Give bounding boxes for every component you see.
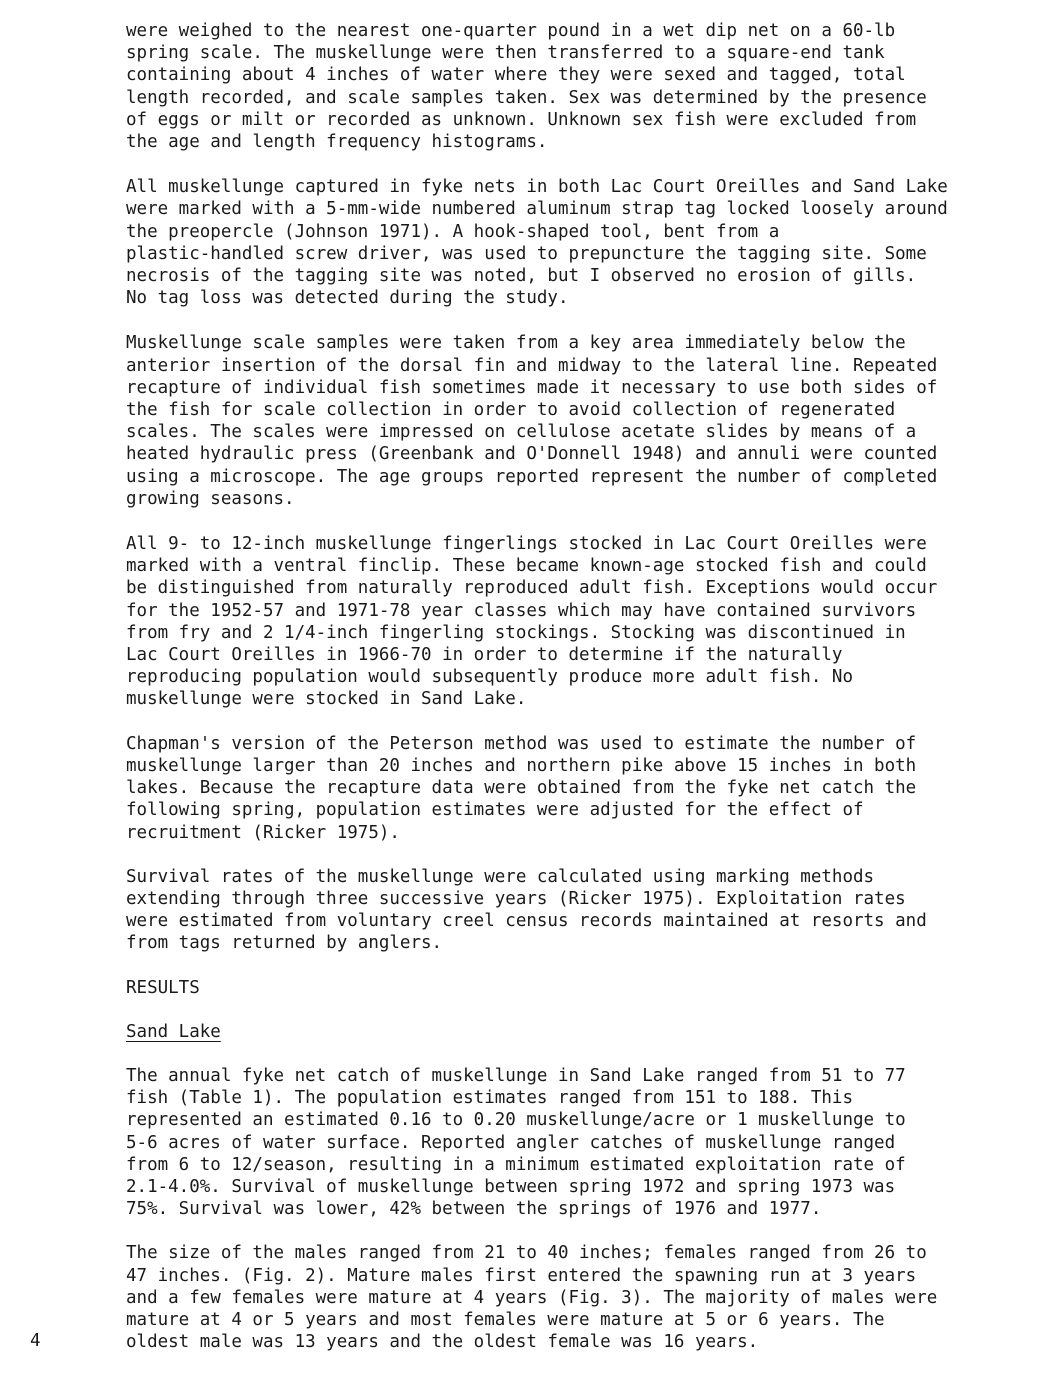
document-body: [126, 20, 1006, 1353]
paragraph-tagging-methods: All muskellunge captured in fyke nets in both Lac Court Oreilles and Sand Lake were marked with a 5-mm-wide numbered aluminum strap tag locked loosely around the preopercle (Johnson 1971). A hook-shaped tool, bent from a plastic-handled screw driver, was used to prepuncture the tagging site. Some necrosis of the tagging site was noted, but I observed no erosion of gills. No tag loss was detected during the study.: [126, 177, 948, 309]
paragraph-sand-lake-size: The size of the males ranged from 21 to 40 inches; females ranged from 26 to 47 inches. (Fig. 2). Mature males first entered the spawning run at 3 years and a few females were mature at 4 years (Fig. 3). The majority of males were mature at 4 or 5 years and most females were mature at 5 or 6 years. The oldest male was 13 years and the oldest female was 16 years.: [126, 1243, 938, 1353]
subsection-heading-sand-lake: Sand Lake: [126, 1021, 221, 1042]
page-number: 4: [30, 1331, 41, 1351]
paragraph-sand-lake-catch: The annual fyke net catch of muskellunge in Sand Lake ranged from 51 to 77 fish (Table 1). The population estimates ranged from 151 to 188. This represented an estimated 0.16 to 0.20 muskellunge/acre or 1 muskellunge to 5-6 acres of water surface. Reported angler catches of muskellunge ranged from 6 to 12/season, resulting in a minimum estimated exploitation rate of 2.1-4.0%. Survival of muskellunge between spring 1972 and spring 1973 was 75%. Survival was lower, 42% between the springs of 1976 and 1977.: [126, 1065, 906, 1220]
section-heading-results: RESULTS: [126, 977, 200, 998]
paragraph-fingerling-stocking: All 9- to 12-inch muskellunge fingerlings stocked in Lac Court Oreilles were marked with a ventral finclip. These became known-age stocked fish and could be distinguished from naturally reproduced adult fish. Exceptions would occur for the 1952-57 and 1971-78 year classes which may have contained survivors from fry and 2 1/4-inch fingerling stockings. Stocking was discontinued in Lac Court Oreilles in 1966-70 in order to determine if the naturally reproducing population would subsequently produce more adult fish. No muskellunge were stocked in Sand Lake.: [126, 534, 938, 710]
paragraph-population-estimates: Chapman's version of the Peterson method was used to estimate the number of muskellunge larger than 20 inches and northern pike above 15 inches in both lakes. Because the recapture data were obtained from the fyke net catch the following spring, population estimates were adjusted for the effect of recruitment (Ricker 1975).: [126, 733, 917, 843]
paragraph-scale-samples: Muskellunge scale samples were taken from a key area immediately below the anterior insertion of the dorsal fin and midway to the lateral line. Repeated recapture of individual fish sometimes made it necessary to use both sides of the fish for scale collection in order to avoid collection of regenerated scales. The scales were impressed on cellulose acetate slides by means of a heated hydraulic press (Greenbank and O'Donnell 1948) and annuli were counted using a microscope. The age groups reported represent the number of completed growing seasons.: [126, 333, 938, 509]
paragraph-survival-rates: Survival rates of the muskellunge were calculated using marking methods extending through three successive years (Ricker 1975). Exploitation rates were estimated from voluntary creel census records maintained at resorts and from tags returned by anglers.: [126, 866, 927, 954]
paragraph-weighing-methods: were weighed to the nearest one-quarter pound in a wet dip net on a 60-lb spring scale. The muskellunge were then transferred to a square-end tank containing about 4 inches of water where they were sexed and tagged, total length recorded, and scale samples taken. Sex was determined by the presence of eggs or milt or recorded as unknown. Unknown sex fish were excluded from the age and length frequency histograms.: [126, 21, 927, 153]
